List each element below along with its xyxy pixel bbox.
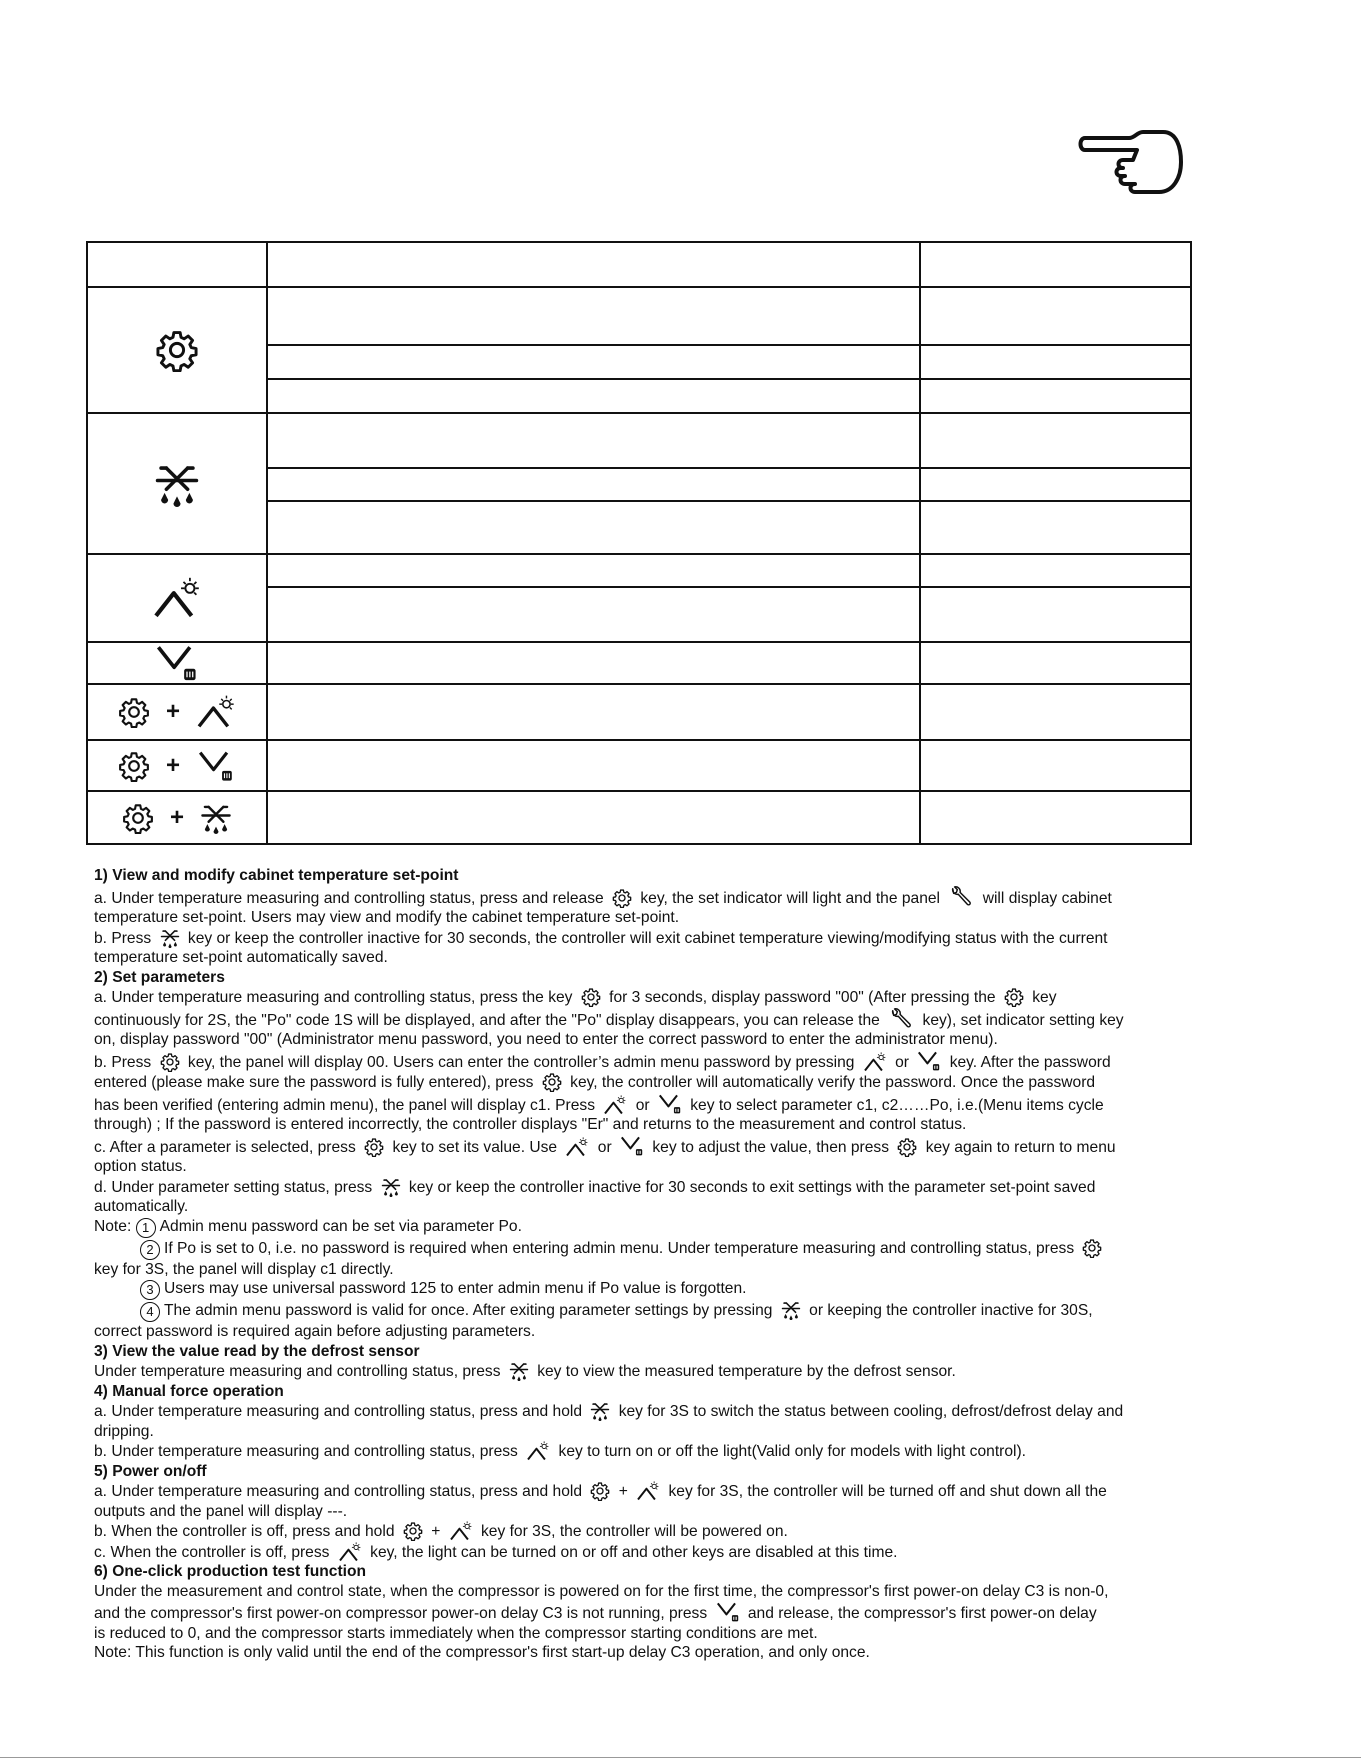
key-cell-gear-up xyxy=(87,684,267,740)
up-light-icon xyxy=(565,1137,589,1157)
gear-icon xyxy=(1004,987,1024,1007)
text: key or keep the controller inactive for 30 seconds, the controller will exit cabinet temperature viewing/modifying status with the current xyxy=(187,929,1108,947)
table-row xyxy=(87,554,1191,587)
text: key to view the measured temperature by the defrost sensor. xyxy=(537,1363,956,1380)
section-2-a xyxy=(94,987,1184,1008)
key-cell-gear xyxy=(87,287,267,413)
gear-icon xyxy=(122,802,154,834)
text: and release, the compressor's first power-on delay xyxy=(747,1605,1097,1622)
section-4-title: 4) Manual force operation xyxy=(94,1382,284,1400)
key-cell-up xyxy=(87,554,267,642)
plus-sign: + xyxy=(165,698,180,725)
table-cell xyxy=(267,791,920,844)
text: Under temperature measuring and controlling status, press xyxy=(94,1363,501,1380)
down-icon xyxy=(620,1135,644,1157)
gear-icon xyxy=(581,987,601,1007)
text: key to turn on or off the light(Valid only for models with light control). xyxy=(558,1443,1027,1460)
section-1-a-cont: temperature set-point. Users may view and modify the cabinet temperature set-point. xyxy=(94,909,680,926)
table-cell xyxy=(920,587,1191,642)
circled-number: 4 xyxy=(140,1302,160,1322)
section-2-c-cont: option status. xyxy=(94,1158,187,1175)
text: b. Press xyxy=(94,1053,152,1071)
up-light-icon xyxy=(196,695,236,729)
table-cell xyxy=(920,287,1191,345)
up-light-icon xyxy=(863,1052,887,1072)
text: a. Under temperature measuring and controlling status, press and release xyxy=(94,889,604,907)
table-cell xyxy=(920,468,1191,501)
defrost-icon xyxy=(509,1361,529,1381)
text: Admin menu password can be set via parameter Po. xyxy=(159,1217,522,1235)
table-header-key xyxy=(87,242,267,287)
section-3-text xyxy=(94,1361,1184,1382)
table-cell xyxy=(267,642,920,684)
note-3 xyxy=(94,1279,1184,1300)
text: key, the light can be turned on or off and other keys are disabled at this time. xyxy=(370,1543,898,1561)
up-light-icon xyxy=(449,1521,473,1541)
page-bottom-divider xyxy=(0,1757,1361,1758)
defrost-icon xyxy=(200,802,232,834)
section-1-b xyxy=(94,928,1184,949)
table-cell xyxy=(267,501,920,554)
text: a. Under temperature measuring and controlling status, press and hold xyxy=(94,1483,583,1500)
down-icon xyxy=(658,1093,682,1115)
gear-icon xyxy=(590,1481,610,1501)
table-cell xyxy=(920,379,1191,413)
section-3-title: 3) View the value read by the defrost sensor xyxy=(94,1342,420,1360)
text: b. When the controller is off, press and hold xyxy=(94,1523,395,1540)
table-cell xyxy=(267,379,920,413)
text: Users may use universal password 125 to enter admin menu if Po value is forgotten. xyxy=(164,1280,747,1297)
text: key again to return to menu xyxy=(925,1138,1116,1156)
text: key or keep the controller inactive for 30 seconds to exit settings with the parameter set-point saved xyxy=(408,1178,1096,1196)
table-cell xyxy=(920,413,1191,468)
text: and the compressor's first power-on compressor power-on delay C3 is not running, press xyxy=(94,1605,708,1622)
wrench-icon xyxy=(948,886,974,908)
section-2-b xyxy=(94,1050,1184,1073)
text: key xyxy=(1032,989,1057,1006)
text: If Po is set to 0, i.e. no password is required when entering admin menu. Under temperature measuring and controlling status, press xyxy=(164,1239,1075,1257)
key-cell-down xyxy=(87,642,267,684)
section-1-title: 1) View and modify cabinet temperature set-point xyxy=(94,867,459,884)
gear-icon xyxy=(118,696,150,728)
defrost-icon xyxy=(590,1401,610,1421)
note-2 xyxy=(94,1238,1184,1260)
section-5-b xyxy=(94,1521,1184,1542)
note-4 xyxy=(94,1300,1184,1322)
table-row xyxy=(87,413,1191,468)
gear-icon xyxy=(542,1072,562,1092)
table-row xyxy=(87,287,1191,345)
table-cell xyxy=(267,740,920,791)
text: d. Under parameter setting status, press xyxy=(94,1178,373,1196)
section-2-d xyxy=(94,1177,1184,1198)
section-6-t2 xyxy=(94,1601,1184,1624)
gear-icon xyxy=(1082,1238,1102,1258)
text: key. After the password xyxy=(949,1053,1111,1071)
text: or xyxy=(635,1096,650,1114)
note-1 xyxy=(94,1217,1184,1238)
text: b. Press xyxy=(94,929,152,947)
note-4-cont: correct password is required again before adjusting parameters. xyxy=(94,1323,536,1340)
text: entered (please make sure the password is fully entered), press xyxy=(94,1074,534,1091)
text: or xyxy=(895,1053,909,1071)
table-cell xyxy=(920,684,1191,740)
down-icon xyxy=(716,1601,740,1623)
plus-sign: + xyxy=(169,803,184,831)
text: key, the set indicator will light and the panel xyxy=(640,889,941,907)
section-2-d-cont: automatically. xyxy=(94,1198,189,1215)
instructions xyxy=(94,866,1184,1663)
section-1-a xyxy=(94,886,1184,909)
text: c. When the controller is off, press xyxy=(94,1543,330,1561)
section-5-c xyxy=(94,1542,1184,1563)
table-header-remark xyxy=(920,242,1191,287)
table-cell xyxy=(920,501,1191,554)
table-cell xyxy=(267,287,920,345)
section-2-title: 2) Set parameters xyxy=(94,968,225,986)
section-2-a-cont2: on, display password "00" (Administrator menu password, you need to enter the correct password to enter the administrator menu). xyxy=(94,1031,998,1048)
note-label: Note: xyxy=(94,1217,132,1235)
plus-sign: + xyxy=(431,1523,441,1540)
gear-icon xyxy=(897,1137,917,1157)
text: or xyxy=(597,1138,612,1156)
gear-icon xyxy=(403,1521,423,1541)
section-2-c xyxy=(94,1135,1184,1158)
text: c. After a parameter is selected, press xyxy=(94,1138,356,1156)
table-cell xyxy=(920,740,1191,791)
text: key), set indicator setting key xyxy=(922,1011,1124,1029)
text: key for 3S, the controller will be powered on. xyxy=(480,1523,788,1540)
section-5-a xyxy=(94,1481,1184,1502)
up-light-icon xyxy=(636,1481,660,1501)
table-cell xyxy=(267,587,920,642)
text: or keeping the controller inactive for 30S, xyxy=(809,1302,1093,1319)
circled-number: 1 xyxy=(136,1218,156,1238)
wrench-icon xyxy=(888,1008,914,1030)
section-4-a-cont: dripping. xyxy=(94,1422,154,1440)
gear-icon xyxy=(364,1137,384,1157)
table-cell xyxy=(920,642,1191,684)
section-2-b-cont xyxy=(94,1072,1184,1093)
down-icon xyxy=(917,1050,941,1072)
text: continuously for 2S, the "Po" code 1S will be displayed, and after the "Po" display disappears, you can release the xyxy=(94,1011,880,1029)
table-cell xyxy=(267,413,920,468)
table-cell xyxy=(920,345,1191,379)
section-6-t3: is reduced to 0, and the compressor starts immediately when the compressor starting conditions are met. xyxy=(94,1624,818,1642)
text: The admin menu password is valid for once. After exiting parameter settings by pressing xyxy=(164,1302,773,1319)
up-light-icon xyxy=(152,577,202,619)
text: key to select parameter c1, c2……Po, i.e.(Menu items cycle xyxy=(690,1096,1104,1114)
pointing-hand-icon xyxy=(1077,128,1187,198)
section-6-t1: Under the measurement and control state, when the compressor is powered on for the first time, the compressor's first power-on delay C3 is non-0, xyxy=(94,1582,1109,1600)
text: key to adjust the value, then press xyxy=(652,1138,890,1156)
table-header-function xyxy=(267,242,920,287)
plus-sign: + xyxy=(618,1483,628,1500)
down-icon xyxy=(196,749,236,783)
text: for 3 seconds, display password "00" (After pressing the xyxy=(609,989,996,1006)
defrost-icon xyxy=(381,1177,401,1197)
section-2-a-cont xyxy=(94,1008,1184,1031)
up-light-icon xyxy=(603,1095,627,1115)
table-row xyxy=(87,740,1191,791)
key-function-table xyxy=(86,241,1192,845)
text: a. Under temperature measuring and controlling status, press the key xyxy=(94,989,573,1006)
circled-number: 3 xyxy=(140,1280,160,1300)
table-cell xyxy=(267,554,920,587)
gear-icon xyxy=(118,750,150,782)
text: will display cabinet xyxy=(982,889,1112,907)
gear-icon xyxy=(612,888,632,908)
section-2-b-cont2 xyxy=(94,1093,1184,1116)
table-row xyxy=(87,684,1191,740)
table-header-row xyxy=(87,242,1191,287)
circled-number: 2 xyxy=(140,1240,160,1260)
up-light-icon xyxy=(338,1542,362,1562)
text: key, the controller will automatically verify the password. Once the password xyxy=(570,1074,1096,1091)
section-6-title: 6) One-click production test function xyxy=(94,1563,367,1580)
section-4-a xyxy=(94,1401,1184,1422)
gear-icon xyxy=(155,328,199,372)
table-cell xyxy=(267,468,920,501)
text: key to set its value. Use xyxy=(392,1138,558,1156)
table-cell xyxy=(920,554,1191,587)
gear-icon xyxy=(160,1052,180,1072)
text: a. Under temperature measuring and controlling status, press and hold xyxy=(94,1403,583,1420)
section-6-note: Note: This function is only valid until the end of the compressor's first start-up delay C3 operation, and only once. xyxy=(94,1644,870,1661)
table-cell xyxy=(920,791,1191,844)
section-1-b-cont: temperature set-point automatically saved. xyxy=(94,949,388,966)
table-cell xyxy=(267,345,920,379)
note-2-cont: key for 3S, the panel will display c1 directly. xyxy=(94,1260,394,1278)
defrost-icon xyxy=(781,1300,801,1320)
text: key, the panel will display 00. Users can enter the controller’s admin menu password by pressing xyxy=(187,1053,855,1071)
key-cell-gear-down xyxy=(87,740,267,791)
section-5-title: 5) Power on/off xyxy=(94,1462,207,1480)
text: key for 3S, the controller will be turned off and shut down all the xyxy=(668,1483,1107,1500)
text: has been verified (entering admin menu), the panel will display c1. Press xyxy=(94,1096,595,1114)
defrost-icon xyxy=(154,461,200,507)
section-2-b-cont3: through) ; If the password is entered incorrectly, the controller displays "Er" and returns to the measurement and control status. xyxy=(94,1116,967,1133)
section-4-b xyxy=(94,1441,1184,1462)
table-row xyxy=(87,642,1191,684)
table-cell xyxy=(267,684,920,740)
text: b. Under temperature measuring and controlling status, press xyxy=(94,1443,518,1460)
table-row xyxy=(87,791,1191,844)
up-light-icon xyxy=(526,1441,550,1461)
text: key for 3S to switch the status between cooling, defrost/defrost delay and xyxy=(618,1403,1124,1420)
down-icon xyxy=(153,643,201,683)
key-cell-defrost xyxy=(87,413,267,554)
key-cell-gear-defrost xyxy=(87,791,267,844)
defrost-icon xyxy=(160,928,180,948)
plus-sign: + xyxy=(165,751,180,779)
section-5-a-cont: outputs and the panel will display ---. xyxy=(94,1502,348,1520)
